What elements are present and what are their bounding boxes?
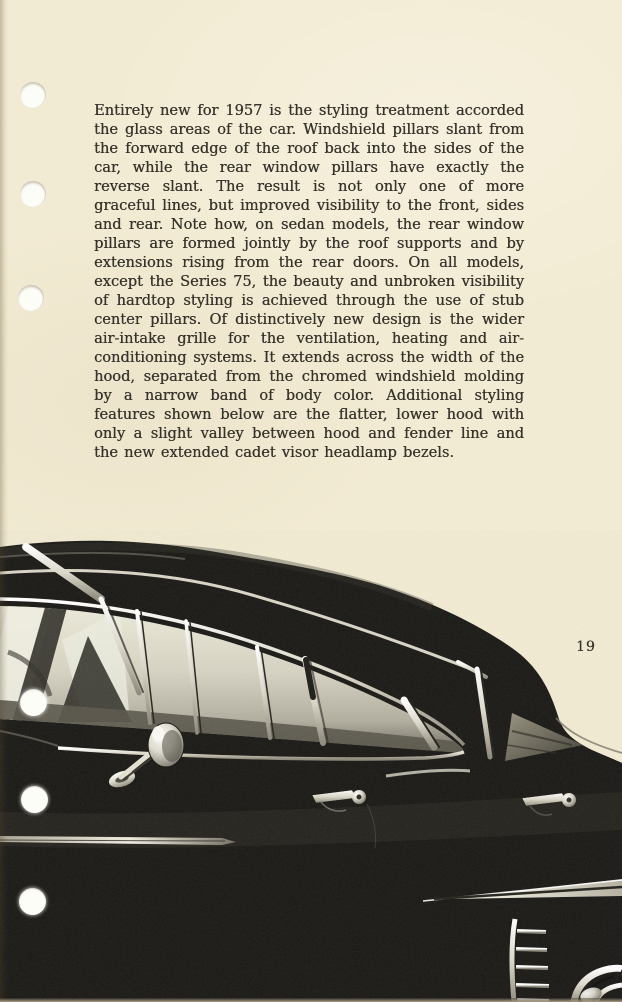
car-photo <box>0 530 622 1002</box>
punch-hole <box>20 689 47 716</box>
page-number: 19 <box>576 639 596 655</box>
punch-hole <box>20 181 46 207</box>
page-bottom-edge <box>0 998 622 1002</box>
punch-hole <box>20 82 46 108</box>
film-grain <box>0 530 622 1002</box>
punch-hole <box>19 888 46 915</box>
body-paragraph: Entirely new for 1957 is the styling treatment accorded the glass areas of the car. Windshield pillars slant from the forward edge of the roof back into the sides of the car, while the rear window pillars have exactly the reverse slant. The result is not only one of more graceful lines, but improved visibility to the front, sides and rear. Note how, on sedan models, the rear window pillars are formed jointly by the roof supports and by extensions rising from the rear doors. On all models, except the Series 75, the beauty and unbroken visibility of hardtop styling is achieved through the use of stub center pillars. Of distinctively new design is the wider air-intake grille for the ventilation, heating and air-conditioning systems. It extends across the width of the hood, separated from the chromed windshield molding by a narrow band of body color. Additional styling features shown below are the flatter, lower hood with only a slight valley between hood and fender line and the new extended cadet visor headlamp bezels. <box>94 102 524 461</box>
punch-hole <box>18 285 44 311</box>
punch-hole <box>21 786 48 813</box>
